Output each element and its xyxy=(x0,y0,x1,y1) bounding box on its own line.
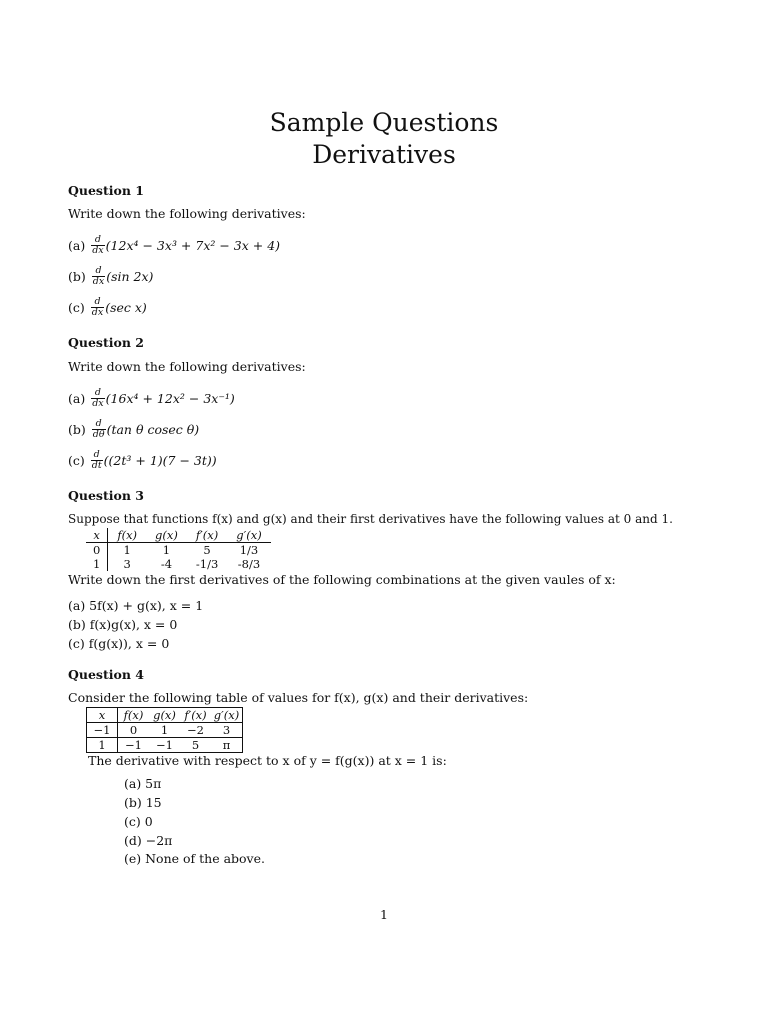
table-header-cell: f(x) xyxy=(108,528,146,543)
table-cell: 1 xyxy=(162,543,171,557)
option-b: (b) 15 xyxy=(124,795,162,810)
question-1-item-c xyxy=(68,293,147,321)
table-row xyxy=(86,543,271,558)
table-cell: 1 xyxy=(87,738,118,753)
table-row xyxy=(87,723,243,738)
table-cell: 1/3 xyxy=(239,543,259,557)
item-label: (c) xyxy=(68,452,85,468)
table-header-cell: g′(x) xyxy=(227,528,270,543)
table-cell: 1 xyxy=(149,723,180,738)
table-cell: -1/3 xyxy=(195,557,219,571)
question-4-stem: The derivative with respect to x of y = f(g(x)) at x = 1 is: xyxy=(88,753,447,768)
item-expression: (sin 2x) xyxy=(106,268,154,284)
item-expression: ((2t³ + 1)(7 − 3t)) xyxy=(103,452,217,468)
table-cell: 5 xyxy=(203,543,211,557)
question-3-item-a: (a) 5f(x) + g(x), x = 1 xyxy=(68,598,204,613)
option-d: (d) −2π xyxy=(124,833,173,848)
question-3-intro: Suppose that functions f(x) and g(x) and their first derivatives have the following values at 0 and 1. xyxy=(68,512,673,526)
page-number: 1 xyxy=(380,907,388,922)
question-4-heading: Question 4 xyxy=(68,667,144,682)
question-3-item-c: (c) f(g(x)), x = 0 xyxy=(68,636,170,651)
option-a: (a) 5π xyxy=(124,776,162,791)
question-4-table-wrap xyxy=(86,707,243,753)
question-1-item-a xyxy=(68,231,280,259)
question-4-intro: Consider the following table of values for f(x), g(x) and their derivatives: xyxy=(68,690,529,705)
table-cell: 3 xyxy=(123,557,131,571)
derivative-operator: $\frac{d}{dx}$ xyxy=(92,386,104,409)
item-label: (b) xyxy=(68,268,86,284)
item-expression: (16x⁴ + 12x² − 3x⁻¹) xyxy=(105,390,235,406)
table-header-cell: g′(x) xyxy=(211,708,243,723)
item-label: (c) xyxy=(68,299,85,315)
item-label: (a) xyxy=(68,237,86,253)
question-1-heading: Question 1 xyxy=(68,183,144,198)
table-cell: π xyxy=(222,738,231,752)
table-header-cell: x xyxy=(87,708,118,723)
question-2-item-a xyxy=(68,384,235,412)
page-title-line1: Sample Questions xyxy=(269,108,499,137)
table-cell: −1 xyxy=(87,723,118,738)
derivative-operator: $\frac{d}{dx}$ xyxy=(91,295,104,318)
table-cell: 1 xyxy=(86,557,108,571)
table-cell: 1 xyxy=(123,543,131,557)
question-2-heading: Question 2 xyxy=(68,335,144,350)
table-cell: -8/3 xyxy=(237,557,261,571)
question-2-intro: Write down the following derivatives: xyxy=(68,359,306,374)
table-cell: 0 xyxy=(86,543,108,558)
item-expression: (sec x) xyxy=(105,299,147,315)
table-header-cell: f′(x) xyxy=(187,528,227,543)
table-cell: 0 xyxy=(118,723,150,738)
question-4-table xyxy=(86,707,243,753)
table-row xyxy=(86,557,271,571)
question-3-after: Write down the first derivatives of the following combinations at the given vaules of x: xyxy=(68,572,616,587)
item-label: (a) xyxy=(68,390,86,406)
derivative-operator: $\frac{d}{dt}$ xyxy=(91,448,102,471)
item-expression: (tan θ cosec θ) xyxy=(106,421,200,437)
item-label: (b) xyxy=(68,421,86,437)
table-header-cell: f′(x) xyxy=(180,708,211,723)
table-header-cell: x xyxy=(86,528,108,543)
question-1-intro: Write down the following derivatives: xyxy=(68,206,306,221)
table-header-cell: f(x) xyxy=(118,708,150,723)
table-cell: -4 xyxy=(160,557,173,571)
question-3-heading: Question 3 xyxy=(68,488,144,503)
table-header-row xyxy=(87,708,243,723)
question-2-item-b xyxy=(68,415,199,443)
question-3-item-b: (b) f(x)g(x), x = 0 xyxy=(68,617,178,632)
question-3-table-wrap xyxy=(86,528,271,571)
item-expression: (12x⁴ − 3x³ + 7x² − 3x + 4) xyxy=(105,237,281,253)
question-1-item-b xyxy=(68,262,153,290)
page-title-line2: Derivatives xyxy=(312,140,456,169)
table-row xyxy=(87,738,243,753)
question-3-table xyxy=(86,528,271,571)
table-cell: 5 xyxy=(191,738,200,752)
table-header-cell: g(x) xyxy=(146,528,187,543)
option-c: (c) 0 xyxy=(124,814,153,829)
derivative-operator: $\frac{d}{dx}$ xyxy=(92,264,105,287)
table-cell: −1 xyxy=(125,738,142,752)
derivative-operator: $\frac{d}{dx}$ xyxy=(92,233,104,256)
option-e: (e) None of the above. xyxy=(124,851,265,866)
question-2-item-c xyxy=(68,446,217,474)
derivative-operator: $\frac{d}{d\theta}$ xyxy=(92,417,105,440)
table-cell: 3 xyxy=(211,723,243,738)
table-header-cell: g(x) xyxy=(149,708,180,723)
table-header-row xyxy=(86,528,271,543)
table-cell: −2 xyxy=(180,723,211,738)
table-cell: −1 xyxy=(156,738,173,752)
